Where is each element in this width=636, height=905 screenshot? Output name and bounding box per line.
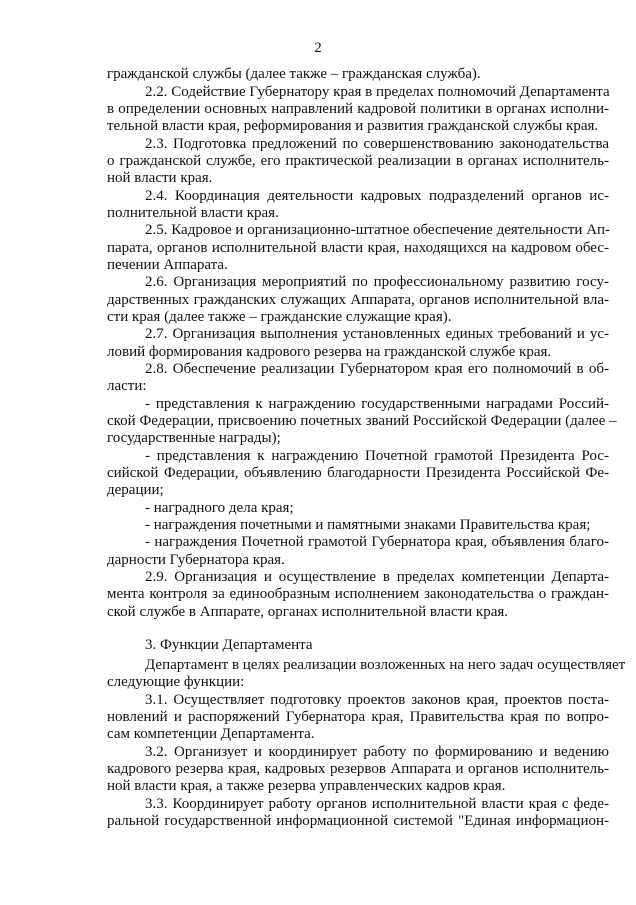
- text-line: 2.5. Кадровое и организационно-штатное обеспечение деятельности Ап-: [145, 222, 611, 238]
- text-line: ной власти края, а также резерва управленческих кадров края.: [107, 778, 506, 794]
- text-line: - награждения почетными и памятными знаками Правительства края;: [145, 517, 591, 533]
- text-line: ласти:: [107, 378, 147, 394]
- text-line: 3.1. Осуществляет подготовку проектов законов края, проектов поста-: [145, 692, 609, 708]
- text-line: гражданской службы (далее также – гражданская служба).: [107, 66, 481, 82]
- text-line: полнительной власти края.: [107, 205, 279, 221]
- text-line: - награждения Почетной грамотой Губернатора края, объявления благо-: [145, 534, 609, 550]
- text-line: дерации;: [107, 482, 164, 498]
- text-line: тельной власти края, реформирования и развития гражданской службы края.: [107, 118, 599, 134]
- text-line: печении Аппарата.: [107, 257, 228, 273]
- text-line: дарственных гражданских служащих Аппарата, органов исполнительной вла-: [107, 292, 609, 308]
- text-line: следующие функции:: [107, 674, 245, 690]
- text-line: парата, органов исполнительной власти края, находящихся на кадровом обес-: [107, 240, 609, 256]
- text-line: ральной государственной информационной системой "Единая информацион-: [107, 813, 609, 829]
- text-line: кадрового резерва края, кадровых резервов Аппарата и органов исполнитель-: [107, 761, 609, 777]
- text-line: ской службе в Аппарате, органах исполнительной власти края.: [107, 604, 509, 620]
- text-line: государственные награды);: [107, 430, 281, 446]
- text-line: 2.7. Организация выполнения установленных единых требований и ус-: [145, 326, 609, 342]
- text-line: 2.4. Координация деятельности кадровых подразделений органов ис-: [145, 188, 609, 204]
- text-line: Департамент в целях реализации возложенных на него задач осуществляет: [145, 657, 626, 673]
- text-line: 2.6. Организация мероприятий по профессиональному развитию госу-: [145, 274, 609, 290]
- text-line: 3.2. Организует и координирует работу по формированию и ведению: [145, 744, 609, 760]
- text-line: мента контроля за единообразным исполнением законодательства о граждан-: [107, 586, 609, 602]
- text-line: о гражданской службе, его практической реализации в органах исполнитель-: [107, 153, 609, 169]
- text-line: сам компетенции Департамента.: [107, 726, 315, 742]
- text-line: - представления к награждению государственными наградами Россий-: [145, 396, 609, 412]
- text-line: новлений и распоряжений Губернатора края, Правительства края по вопро-: [107, 709, 609, 725]
- section-heading: 3. Функции Департамента: [145, 637, 313, 653]
- text-line: - наградного дела края;: [145, 500, 294, 516]
- text-line: 2.3. Подготовка предложений по совершенствованию законодательства: [145, 136, 609, 152]
- text-line: ловий формирования кадрового резерва на гражданской службе края.: [107, 344, 552, 360]
- text-line: 2.2. Содействие Губернатору края в пределах полномочий Департамента: [145, 84, 610, 100]
- text-line: сти края (далее также – гражданские служащие края).: [107, 309, 452, 325]
- text-line: - представления к награждению Почетной грамотой Президента Рос-: [145, 448, 609, 464]
- text-line: 3.3. Координирует работу органов исполнительной власти края с феде-: [145, 796, 609, 812]
- text-line: в определении основных направлений кадровой политики в органах исполни-: [107, 101, 609, 117]
- text-line: дарности Губернатора края.: [107, 552, 285, 568]
- text-line: 2.8. Обеспечение реализации Губернатором края его полномочий в об-: [145, 361, 609, 377]
- text-line: сийской Федерации, объявлению благодарности Президента Российской Фе-: [107, 465, 609, 481]
- text-line: 2.9. Организация и осуществление в пределах компетенции Департа-: [145, 569, 609, 585]
- text-line: ской Федерации, присвоению почетных званий Российской Федерации (далее –: [107, 413, 617, 429]
- text-line: ной власти края.: [107, 170, 213, 186]
- page-number: 2: [314, 40, 322, 56]
